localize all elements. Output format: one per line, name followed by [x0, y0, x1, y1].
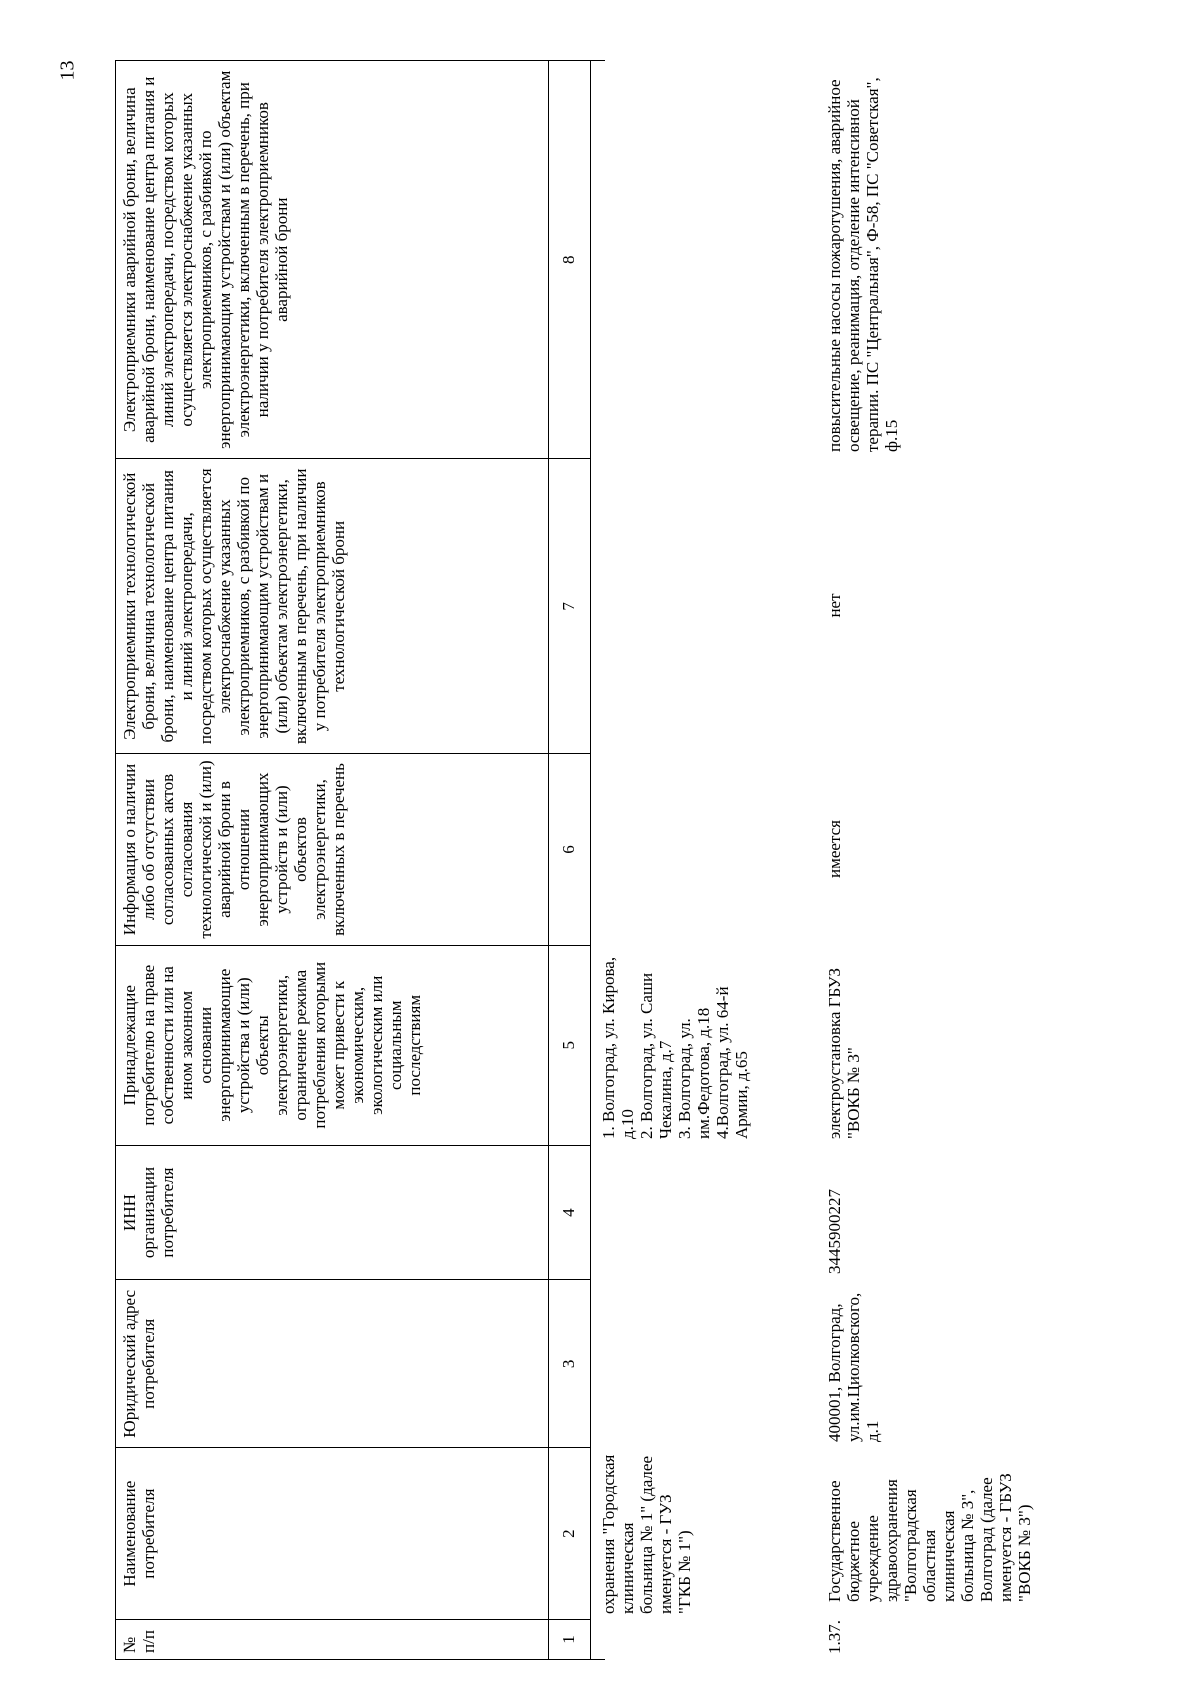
column-number: 8 [559, 255, 579, 264]
header-consumer-name: Наименование потребителя [116, 1447, 548, 1619]
inn-value: 3445900227 [825, 1189, 844, 1274]
legal-address: 400001, Волгоград, ул.им.Циолковского, д.1 [825, 1292, 883, 1442]
column-number: 4 [548, 1145, 590, 1280]
rotated-page-content [115, 60, 1145, 1660]
address-line: 1. Волгоград, ул. Кирова, д.10 [599, 956, 638, 1139]
column-numbers-row [548, 61, 590, 1659]
page-number [58, 40, 78, 100]
column-number: 5 [548, 945, 590, 1145]
row-number: 1.37. [825, 1620, 844, 1654]
emergency-reserve-value: повысительные насосы пожаротушения, аварийное освещение, реанимация, отделение интенсивной терапии. ПС "Центральная", Ф-58, ПС "Советская", ф.15 [825, 77, 902, 452]
header-num: № п/п [116, 1619, 548, 1659]
header-inn: ИНН организации потребителя [116, 1145, 548, 1280]
header-tech-reserve: Электроприемники технологической брони, величина технологической брони, наименование центра питания и линий электропередачи, посредством которых осуществляется электроснабжение указанных электроприемников, с разбивкой по энергопринимающим устройствам и (или) объектам электроэнергетики, включенным в перечень, при наличии у потребителя электроприемников технологической брони [116, 458, 548, 753]
table-header [115, 60, 591, 1660]
continued-consumer-name: охранения "Городская клиническая больница № 1" (далее именуется - ГУЗ "ГКБ № 1") [599, 1454, 695, 1614]
header-row [116, 61, 549, 1659]
column-number: 3 [548, 1279, 590, 1447]
column-number: 2 [548, 1447, 590, 1619]
address-line: 3. Волгоград, ул. им.Федотова, д.18 [675, 1007, 714, 1139]
header-emergency-reserve: Электроприемники аварийной брони, величина аварийной брони, наименование центра питания и линий электропередачи, посредством которых осуществляется электроснабжение указанных электроприемников, с разбивкой по энергопринимающим устройствам и (или) объектам электроэнергетики, включенным в перечень, при наличии у потребителя электроприемников аварийной брони [120, 70, 292, 449]
tech-reserve-value: нет [825, 593, 844, 618]
column-number: 6 [548, 753, 590, 945]
column-number: 7 [548, 459, 590, 754]
continued-addresses [599, 945, 751, 1145]
address-line: 2. Волгоград, ул. Саши Чекалина, д.7 [637, 972, 676, 1139]
column-number: 1 [548, 1619, 590, 1659]
table-row-1-37 [825, 60, 1034, 1660]
table-row-continued [599, 60, 751, 1660]
devices-value: электроустановка ГБУЗ "ВОКБ № 3" [825, 967, 864, 1139]
consumer-name: Государственное бюджетное учреждение здравоохранения "Волгоградская областная клиническая больница № 3", Волгоград (далее именуется - ГБУЗ "ВОКБ № 3") [825, 1473, 1035, 1602]
header-acts-info: Информация о наличии либо об отсутствии согласованных актов согласования технологической и (или) аварийной брони в отношении энергопринимающих устройств и (или) объектов электроэнергетики, включенных в перечень [116, 753, 548, 945]
address-line: 4.Волгоград, ул. 64-й Армии, д.65 [713, 986, 752, 1139]
header-legal-address: Юридический адрес потребителя [116, 1279, 548, 1447]
acts-value: имеется [825, 820, 844, 878]
page-number-text: 13 [56, 60, 79, 80]
header-devices: Принадлежащие потребителю на праве собственности или на ином законном основании энергопринимающие устройства и (или) объекты электроэнергетики, ограничение режима потребления которыми может привести к экономическим, экологическим или социальным последствиям [116, 945, 548, 1145]
